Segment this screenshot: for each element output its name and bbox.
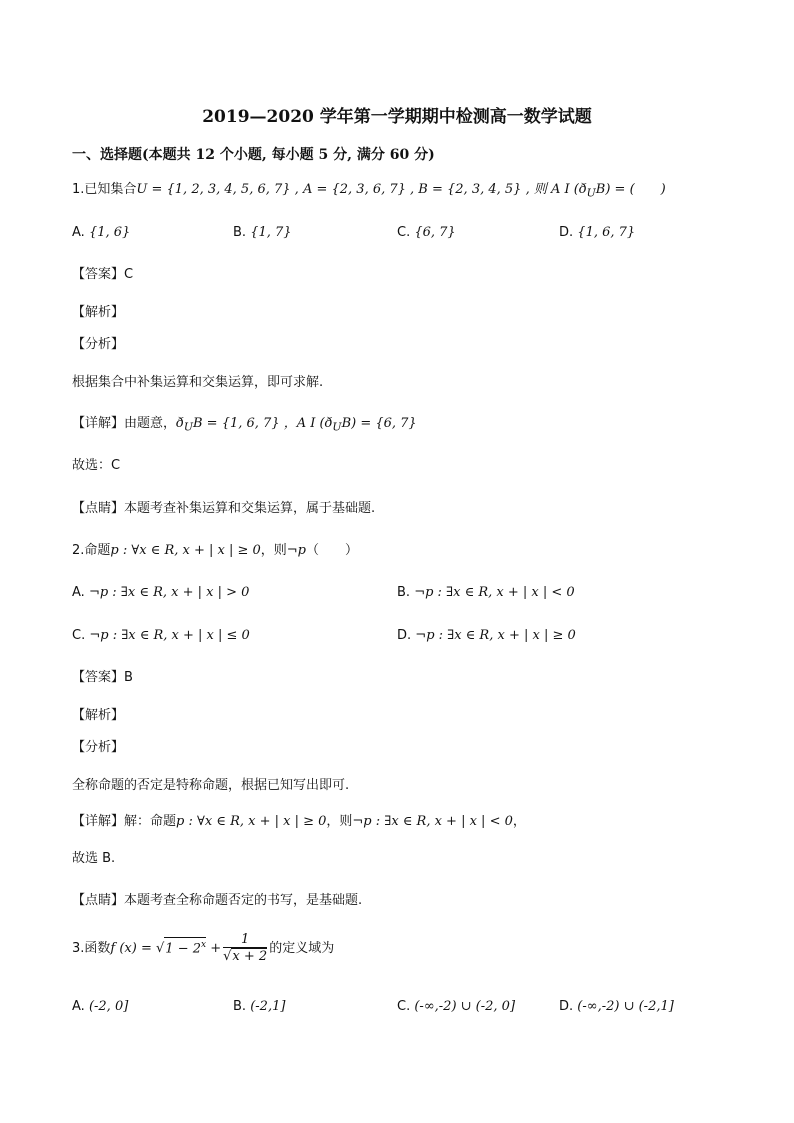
question-1-tail: B) = ( ) (595, 182, 666, 197)
question-3-stem: 3.函数f $(x) = √1 - 2^x$ + $\frac{1}{√x + 2}$ 的定义域为 (72, 932, 335, 964)
question-1-detail: 【详解】由题意，$ð_UB = \{1$, 6, 7} ，A I $(ð_UB) = \{6$, 7} (72, 416, 417, 434)
question-1-option-b: B. {1, 7} (233, 225, 292, 240)
question-2-option-c: C. ¬p : ∃x ∈ R, x + | x | ≤ 0 (72, 628, 250, 643)
question-1-math: U = {1, 2, 3, 4, 5, 6, 7} , A = {2, 3, 6, 7} , B = {2, 3, 4, 5} , 则 A I (ð (136, 182, 587, 197)
question-1-dianjing: 【点睛】本题考查补集运算和交集运算，属于基础题. (72, 501, 376, 516)
question-2-answer: 【答案】B (72, 670, 133, 685)
question-1-option-a: A. {1, 6} (72, 225, 131, 240)
question-1-option-c: C. {6, 7} (397, 225, 456, 240)
question-2-option-a: A. ¬p : ∃x ∈ R, x + | x | > 0 (72, 585, 250, 600)
question-2-option-b: B. ¬p : ∃x ∈ R, x + | x | < 0 (397, 585, 575, 600)
question-1-stem (72, 181, 666, 203)
question-2-analysis-tag: 【解析】 (72, 708, 125, 723)
question-1-fenxi-tag: 【分析】 (72, 337, 125, 352)
question-2-stem: 2.命题p : ∀x ∈ R, x + | x | ≥ 0，则¬p（ ） (72, 543, 359, 558)
question-2-fenxi-tag: 【分析】 (72, 740, 125, 755)
section-heading: 一、选择题(本题共 12 个小题, 每小题 5 分, 满分 60 分) (72, 147, 435, 163)
question-3-option-c: C. (-∞,-2) ∪ (-2, 0] (397, 999, 516, 1014)
question-1-sub: U (586, 186, 596, 200)
question-3-option-d: D. (-∞,-2) ∪ (-2,1] (559, 999, 674, 1014)
question-1-option-d: D. {1, 6, 7} (559, 225, 636, 240)
radical-sign: √ (156, 941, 165, 956)
question-3-option-a: A. (-2, 0] (72, 999, 129, 1014)
sqrt-content: $1 - 2^x$ (164, 937, 206, 956)
fraction: $\frac{1}{√x + 2}$ (223, 932, 268, 964)
question-1-answer (72, 266, 133, 284)
answer-value: C (124, 267, 134, 282)
question-1-analysis-tag: 【解析】 (72, 305, 125, 320)
question-2-dianjing: 【点睛】本题考查全称命题否定的书写，是基础题. (72, 893, 363, 908)
answer-tag: 【答案】 (72, 267, 125, 282)
question-2-choose: 故选 B. (72, 851, 116, 866)
page-title: 2019—2020 学年第一学期期中检测高一数学试题 (202, 107, 592, 127)
question-1-choose: 故选：C (72, 458, 121, 473)
question-2-detail: 【详解】解：命题p : ∀x ∈ R, x + | x | ≥ 0，则¬p : ∃x ∈ R, x + | x | < 0， (72, 814, 526, 829)
question-1-prefix: 1.已知集合 (72, 182, 137, 197)
question-3-option-b: B. (-2,1] (233, 999, 286, 1014)
question-1-fenxi-text: 根据集合中补集运算和交集运算，即可求解. (72, 375, 324, 390)
question-2-option-d: D. ¬p : ∃x ∈ R, x + | x | ≥ 0 (397, 628, 576, 643)
question-2-fenxi-text: 全称命题的否定是特称命题，根据已知写出即可. (72, 778, 350, 793)
